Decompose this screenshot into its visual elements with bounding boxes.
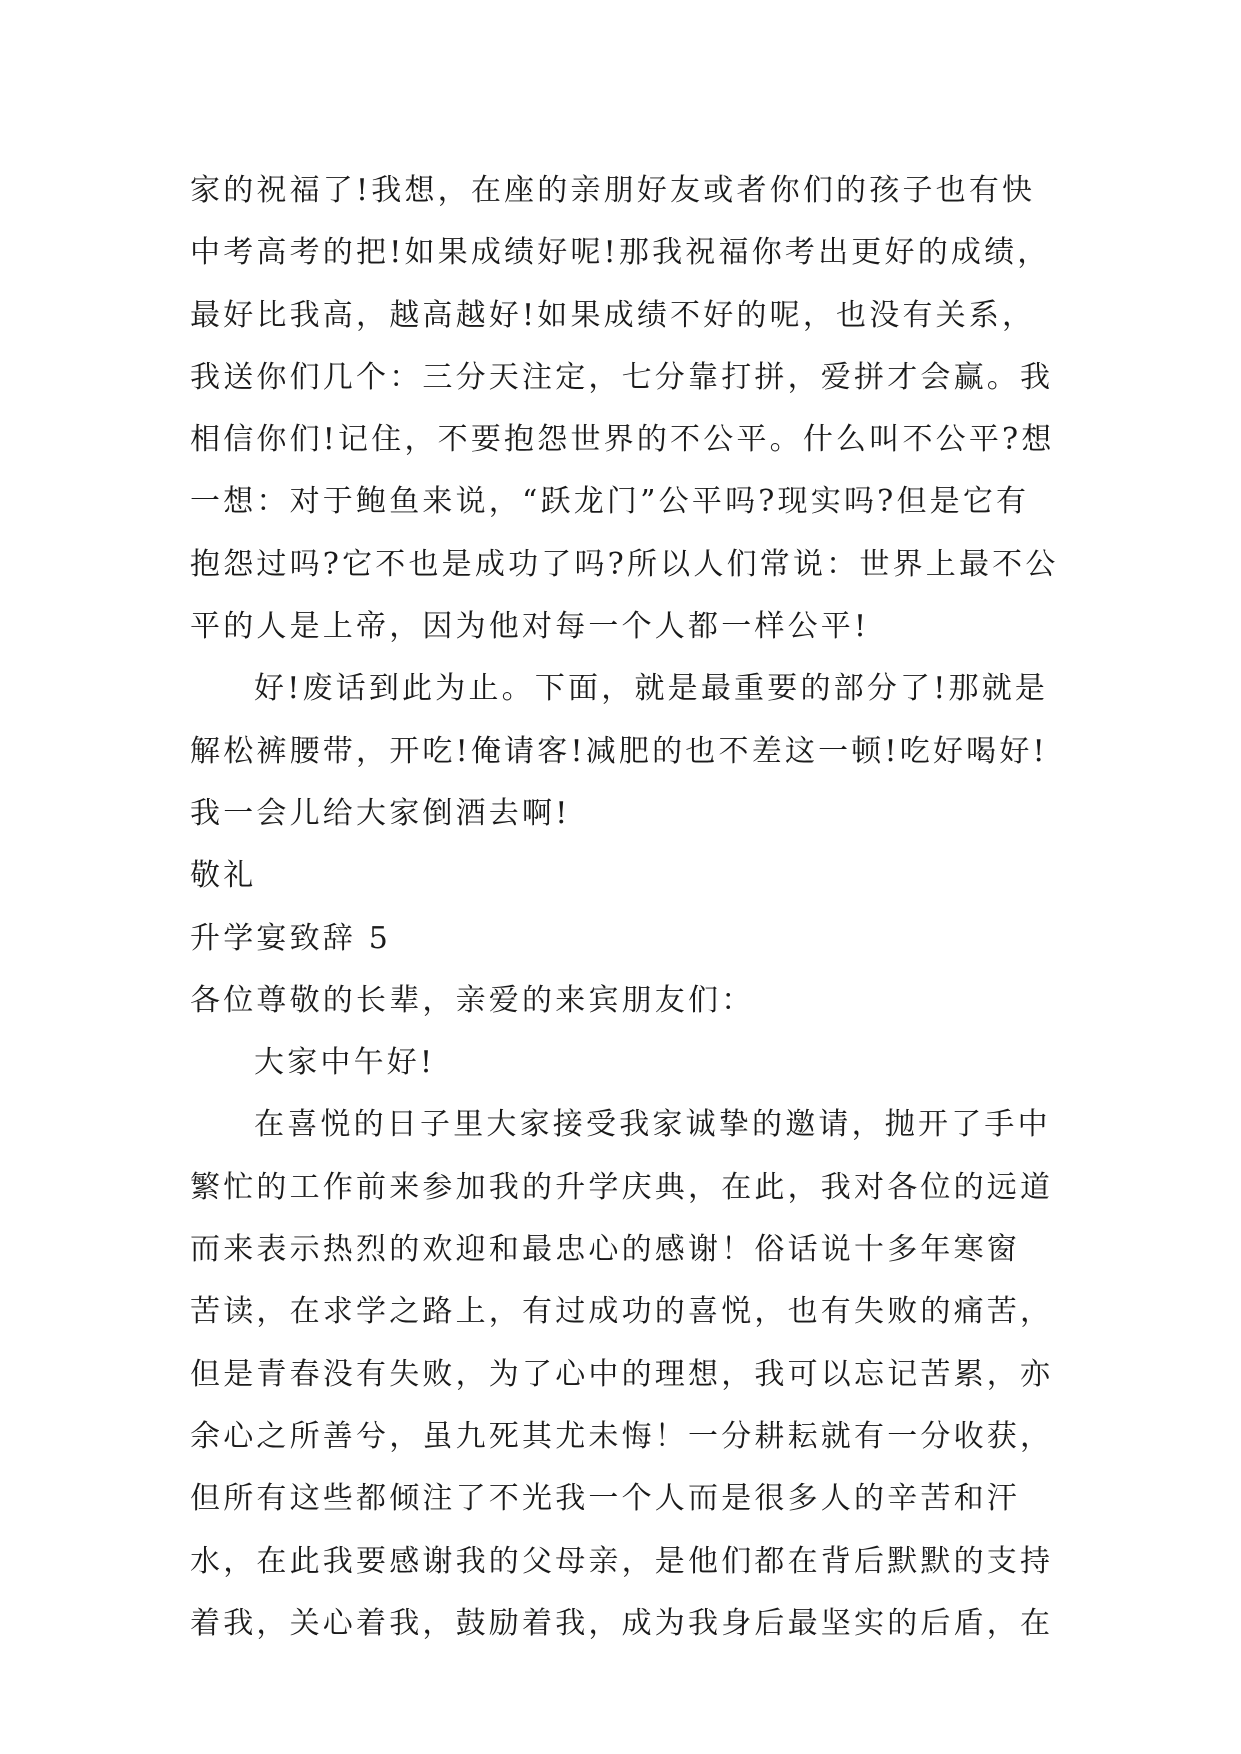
text-line: 平的人是上帝，因为他对每一个人都一样公平! <box>190 609 870 645</box>
text-line: 在喜悦的日子里大家接受我家诚挚的邀请，抛开了手中 <box>254 1107 1051 1143</box>
text-line: 繁忙的工作前来参加我的升学庆典，在此，我对各位的远道 <box>190 1169 1054 1205</box>
section-heading: 升学宴致辞 5 <box>190 920 392 956</box>
text-line: 水，在此我要感谢我的父母亲，是他们都在背后默默的支持 <box>190 1543 1054 1579</box>
text-line: 最好比我高，越高越好!如果成绩不好的呢，也没有关系， <box>190 297 1036 333</box>
text-line: 我一会儿给大家倒酒去啊! <box>190 795 571 831</box>
text-line: 余心之所善兮，虽九死其尤未悔！一分耕耘就有一分收获， <box>190 1418 1054 1454</box>
text-line: 而来表示热烈的欢迎和最忠心的感谢！俗话说十多年寒窗 <box>190 1232 1020 1268</box>
text-line: 一想：对于鲍鱼来说，“跃龙门”公平吗?现实吗?但是它有 <box>190 484 1030 520</box>
text-line: 但所有这些都倾注了不光我一个人而是很多人的辛苦和汗 <box>190 1481 1020 1517</box>
text-line: 大家中午好! <box>254 1045 436 1081</box>
document-body <box>190 160 1070 1655</box>
text-line: 抱怨过吗?它不也是成功了吗?所以人们常说：世界上最不公 <box>190 546 1059 582</box>
text-line: 家的祝福了!我想，在座的亲朋好友或者你们的孩子也有快 <box>190 173 1036 208</box>
text-line: 我送你们几个：三分天注定，七分靠打拼，爱拼才会赢。我 <box>190 359 1054 395</box>
text-line: 中考高考的把!如果成绩好呢!那我祝福你考出更好的成绩， <box>190 235 1051 271</box>
text-line: 但是青春没有失败，为了心中的理想，我可以忘记苦累，亦 <box>190 1356 1054 1392</box>
text-line: 解松裤腰带，开吃!俺请客!减肥的也不差这一顿!吃好喝好! <box>190 733 1048 769</box>
text-line: 苦读，在求学之路上，有过成功的喜悦，也有失败的痛苦， <box>190 1294 1054 1330</box>
closing-salutation: 敬礼 <box>190 858 257 894</box>
greeting-line: 各位尊敬的长辈，亲爱的来宾朋友们： <box>190 982 755 1018</box>
text-line: 好!废话到此为止。下面，就是最重要的部分了!那就是 <box>254 671 1049 707</box>
text-line: 着我，关心着我，鼓励着我，成为我身后最坚实的后盾，在 <box>190 1605 1054 1641</box>
text-line: 相信你们!记住，不要抱怨世界的不公平。什么叫不公平?想 <box>190 422 1055 458</box>
